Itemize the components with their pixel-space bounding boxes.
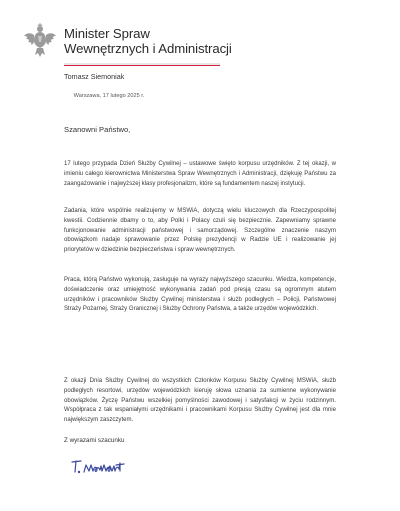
date-line: Warszawa, 17 lutego 2025 r.	[73, 93, 145, 99]
polish-eagle-emblem-icon	[22, 22, 58, 60]
salutation: Szanowni Państwo,	[64, 125, 131, 134]
ministry-name	[64, 26, 232, 56]
paragraph-4: Z okazji Dnia Służby Cywilnej do wszystkich Członków Korpusu Służby Cywilnej MSWiA, służb podległych resortowi, urzędów wojewódzkich kieruję słowa uznania za sumienne wykonywanie obowiązków. Życzę Państwu wszelkiej pomyślności zawodowej i satysfakcji w życiu rodzinnym. Współpraca z tak wspaniałymi urzędnikami i pracownikami Korpusu Służby Cywilnej jest dla mnie największym zaszczytem.	[64, 378, 336, 424]
ministry-name-line2: Wewnętrznych i Administracji	[64, 41, 232, 56]
letterhead	[22, 22, 382, 60]
polish-flag-stripe	[64, 63, 220, 66]
paragraph-1: 17 lutego przypada Dzień Służby Cywilnej – ustawowe święto korpusu urzędników. Z tej okazji, w imieniu całego kierownictwa Ministerstwa Spraw Wewnętrznych i Administracji, dziękuję Państwu za zaangażowanie i najwyższej klasy profesjonalizm, które są fundamentem naszej instytucji.	[64, 161, 336, 187]
paragraph-2: Zadania, które wspólnie realizujemy w MSWiA, dotyczą wielu kluczowych dla Rzeczypospolitej kwestii. Codziennie dbamy o to, aby Polki i Polacy czuli się bezpiecznie. Zapewniamy sprawne funkcjonowanie administracji państwowej i samorządowej. Szczególne znaczenie naszym obowiązkom nadaje sprawowanie przez Polskę prezydencji w Radzie UE i realizowanie jej priorytetów w dziedzinie bezpieczeństwa i spraw wewnętrznych.	[64, 208, 336, 254]
closing-phrase: Z wyrazami szacunku	[64, 437, 125, 444]
paragraph-3: Praca, którą Państwo wykonują, zasługuje na wyrazy najwyższego szacunku. Wiedza, kompetencje, doświadczenie oraz umiejętność wykonywania zadań pod presją czasu są ogromnym atutem urzędników i pracowników Służby Cywilnej ministerstwa i służb podległych – Policji, Państwowej Straży Pożarnej, Straży Granicznej i Służby Ochrony Państwa, a także urzędów wojewódzkich.	[64, 277, 336, 313]
minister-name: Tomasz Siemoniak	[64, 72, 125, 81]
ministry-name-line1: Minister Spraw	[64, 26, 150, 41]
handwritten-signature	[70, 456, 150, 478]
